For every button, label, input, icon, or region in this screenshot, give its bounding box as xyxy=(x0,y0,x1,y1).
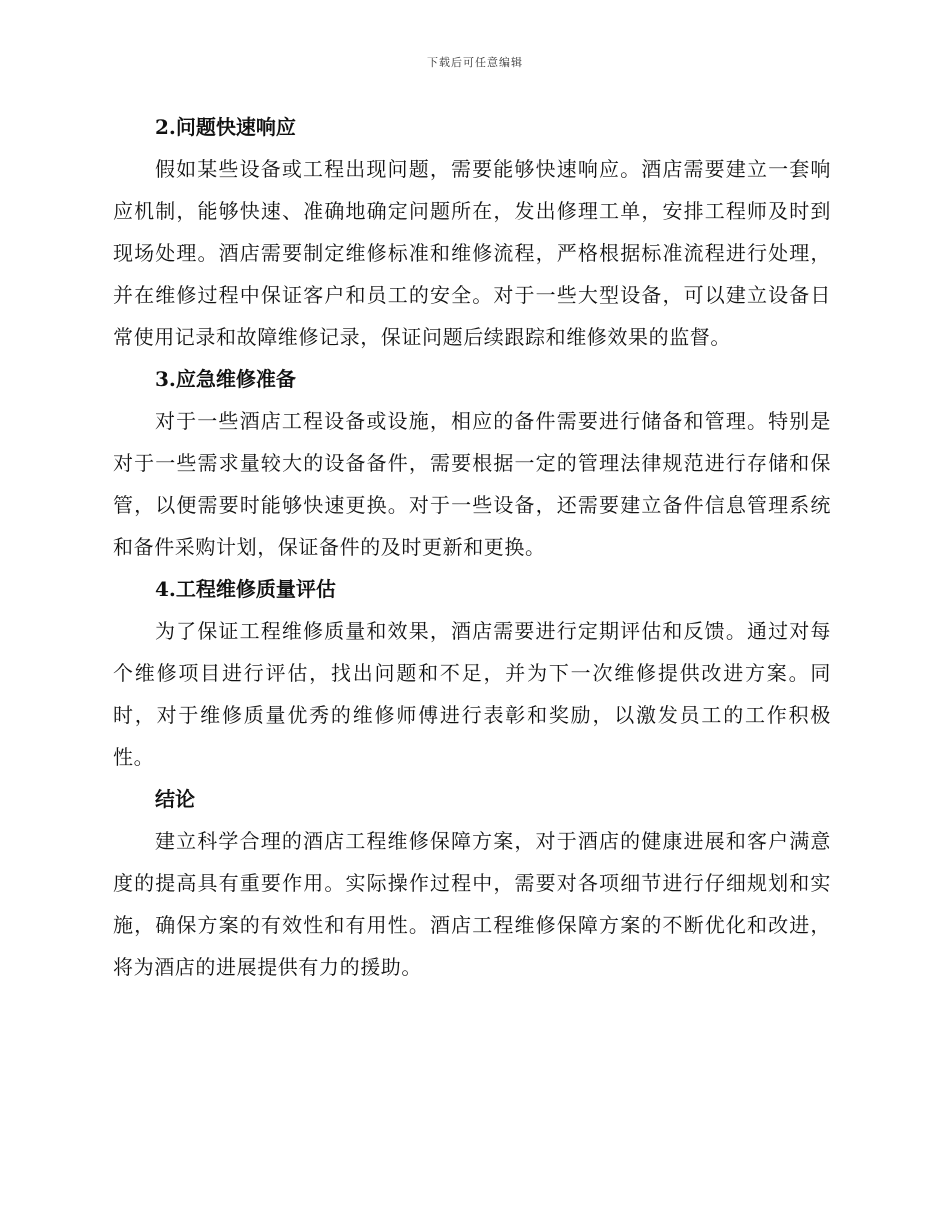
section-title-quality-evaluation: 4.工程维修质量评估 xyxy=(155,577,336,601)
section-title-emergency-preparation: 3.应急维修准备 xyxy=(155,367,296,391)
section-paragraph-quick-response: 假如某些设备或工程出现问题，需要能够快速响应。酒店需要建立一套响应机制，能够快速、准确地确定问题所在，发出修理工单，安排工程师及时到现场处理。酒店需要制定维修标准和维修流程，严格根据标准流程进行处理，并在维修过程中保证客户和员工的安全。对于一些大型设备，可以建立设备日常使用记录和故障维修记录，保证问题后续跟踪和维修效果的监督。 xyxy=(113,157,831,349)
page-header: 下载后可任意编辑 xyxy=(427,56,523,69)
section-title-conclusion: 结论 xyxy=(155,787,195,811)
section-paragraph-quality-evaluation: 为了保证工程维修质量和效果，酒店需要进行定期评估和反馈。通过对每个维修项目进行评估，找出问题和不足，并为下一次维修提供改进方案。同时，对于维修质量优秀的维修师傅进行表彰和奖励，以激发员工的工作积极性。 xyxy=(113,619,831,769)
section-paragraph-emergency-preparation: 对于一些酒店工程设备或设施，相应的备件需要进行储备和管理。特别是对于一些需求量较大的设备备件，需要根据一定的管理法律规范进行存储和保管，以便需要时能够快速更换。对于一些设备，还需要建立备件信息管理系统和备件采购计划，保证备件的及时更新和更换。 xyxy=(113,409,831,559)
section-title-quick-response: 2.问题快速响应 xyxy=(155,115,296,139)
document-body xyxy=(113,106,831,988)
section-paragraph-conclusion: 建立科学合理的酒店工程维修保障方案，对于酒店的健康进展和客户满意度的提高具有重要作用。实际操作过程中，需要对各项细节进行仔细规划和实施，确保方案的有效性和有用性。酒店工程维修保障方案的不断优化和改进，将为酒店的进展提供有力的援助。 xyxy=(113,829,831,979)
